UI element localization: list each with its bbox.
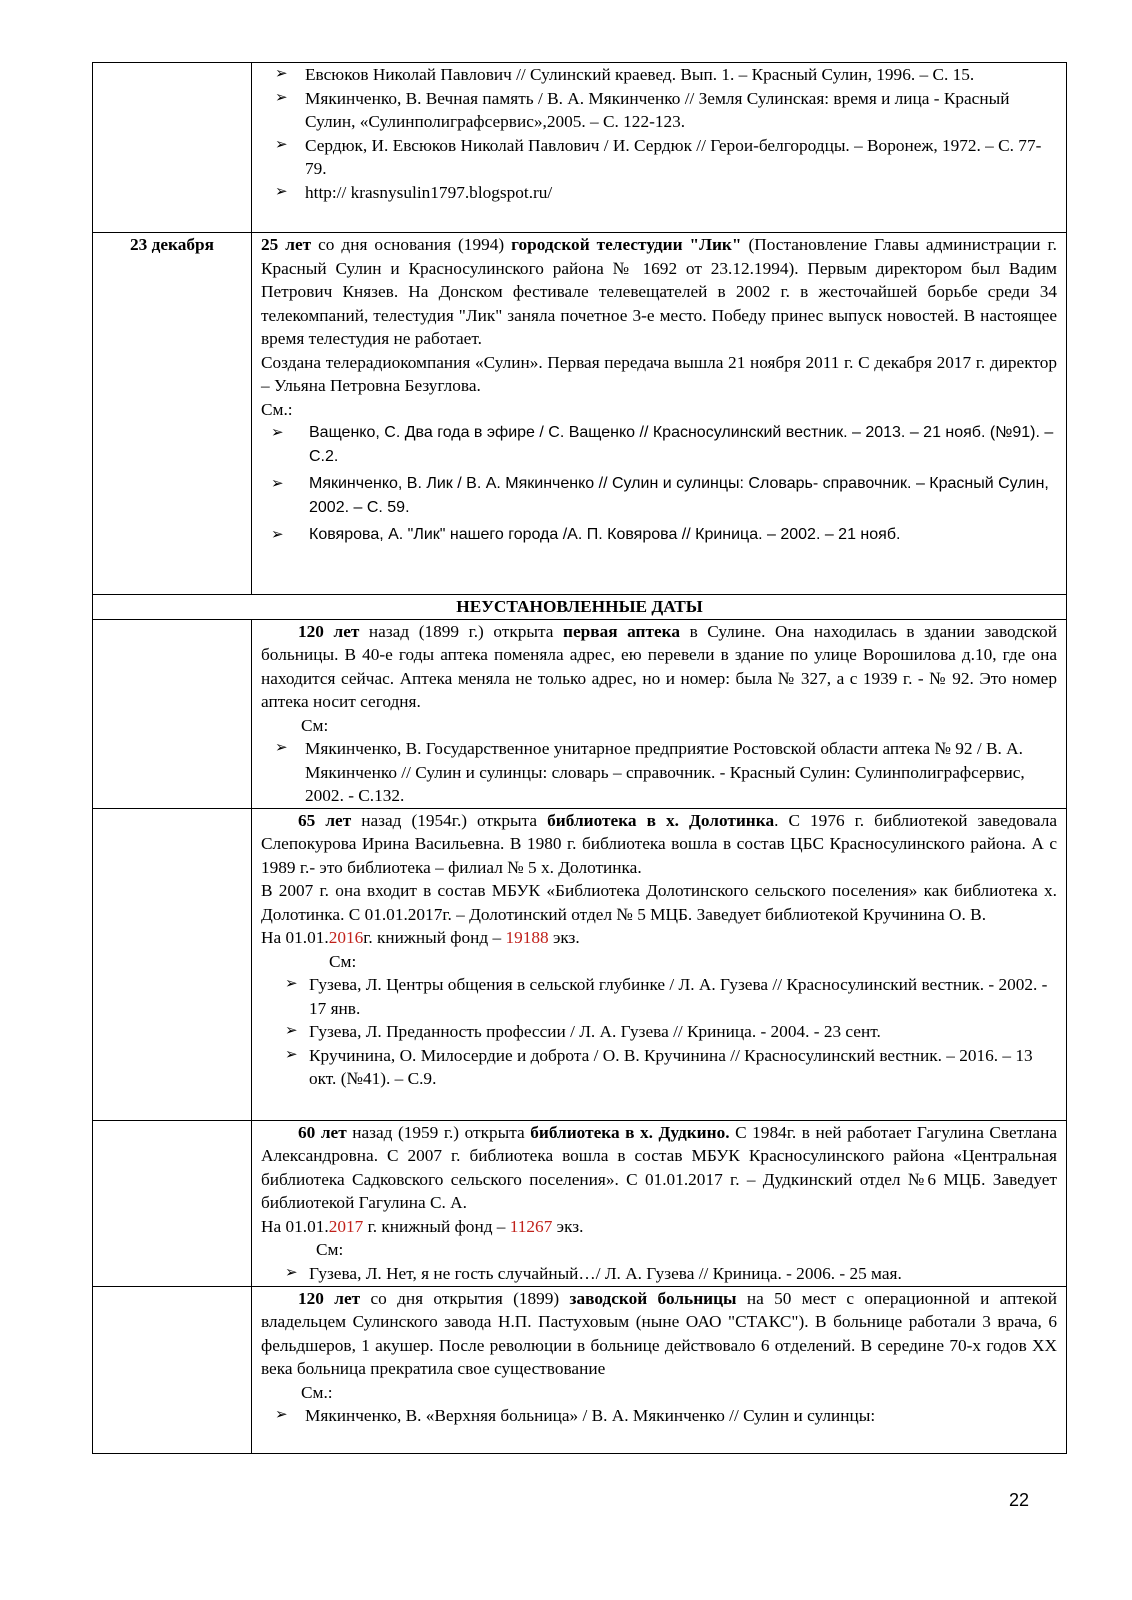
reference-list [261, 973, 1057, 1091]
content-cell [252, 1120, 1067, 1286]
table-row [93, 63, 1067, 233]
list-item: ➢ Ковярова, А. "Лик" нашего города /А. П. Ковярова // Криница. – 2002. – 21 нояб. [309, 523, 1057, 547]
date-cell [93, 63, 252, 233]
arrow-bullet-icon: ➢ [275, 89, 288, 106]
content-cell [252, 808, 1067, 1120]
list-item: ➢ Гузева, Л. Преданность профессии / Л. А. Гузева // Криница. - 2004. - 23 сент. [309, 1020, 1057, 1044]
reference-list [261, 737, 1057, 808]
date-cell [93, 808, 252, 1120]
list-item: ➢ Кручинина, О. Милосердие и доброта / О. В. Кручинина // Красносулинский вестник. – 2016. – 13 окт. (№41). – С.9. [285, 1045, 1033, 1088]
content-cell [252, 1286, 1067, 1453]
calendar-table [92, 62, 1067, 1454]
fund-line: На 01.01.2017 г. книжный фонд – 11267 экз. [261, 1216, 584, 1236]
reference-list [261, 421, 1057, 547]
entry-text: 120 лет со дня открытия (1899) заводской больницы на 50 мест с операционной и аптекой владельцем Сулинского завода Н.П. Пастуховым (ныне ОАО "СТАКС"). В больнице работали 3 врача, 6 фельдшеров, 1 акушер. После революции в больнице действовало 6 отделений. В середине 70-х годов XX века больница прекратила свое существование [261, 1288, 1057, 1378]
see-label: См.: [301, 1382, 333, 1402]
table-row [93, 619, 1067, 808]
arrow-bullet-icon: ➢ [285, 976, 298, 992]
fund-line: На 01.01.2016г. книжный фонд – 19188 экз. [261, 928, 580, 947]
list-item: ➢ Мякинченко, В. Вечная память / В. А. Мякинченко // Земля Сулинская: время и лица - Красный Сулин, «Сулинполиграфсервис»,2005. – С. 122-123. [275, 88, 1010, 131]
section-header: НЕУСТАНОВЛЕННЫЕ ДАТЫ [93, 595, 1067, 620]
content-cell [252, 63, 1067, 233]
entry-text: 65 лет назад (1954г.) открыта библиотека в х. Долотинка. С 1976 г. библиотекой заведовала Слепокурова Ирина Васильевна. В 1980 г. библиотека вошла в состав ЦБС Красносулинского района. А с 1989 г.- это библиотека – филиал № 5 х. Долотинка. [261, 810, 1057, 877]
list-item: ➢ Мякинченко, В. «Верхняя больница» / В. А. Мякинченко // Сулин и сулинцы: [305, 1404, 1057, 1428]
arrow-bullet-icon: ➢ [275, 66, 288, 82]
arrow-bullet-icon: ➢ [271, 424, 284, 441]
page-number: 22 [1009, 1490, 1030, 1510]
entry-text: 120 лет назад (1899 г.) открыта первая аптека в Сулине. Она находилась в здании заводской больницы. В 40-е годы аптека поменяла адрес, ею перевели в здание по улице Ворошилова д.10, где она находится сейчас. Аптека меняла не только адрес, но и номер: была № 327, а с 1939 г. - № 92. Это номер аптека носит сегодня. [261, 621, 1057, 711]
reference-list [261, 1262, 1057, 1286]
arrow-bullet-icon: ➢ [285, 1046, 298, 1063]
entry-text: 60 лет назад (1959 г.) открыта библиотека в х. Дудкино. С 1984г. в ней работает Гагулина Светлана Александровна. С 2007 г. библиотека вошла в состав МБУК Красносулинского района «Центральная библиотека Садковского сельского поселения». С 01.01.2017 г. – Дудкинский отдел №6 МЦБ. Заведует библиотекой Гагулина С. А. [261, 1122, 1057, 1212]
list-item: ➢ Ващенко, С. Два года в эфире / С. Ващенко // Красносулинский вестник. – 2013. – 21 нояб. (№91). – С.2. [309, 421, 1057, 468]
table-row [93, 1120, 1067, 1286]
date-cell [93, 619, 252, 808]
arrow-bullet-icon: ➢ [285, 1023, 298, 1039]
entry-text: 25 лет со дня основания (1994) городской телестудии "Лик" (Постановление Главы администрации г. Красный Сулин и Красносулинского района № 1692 от 23.12.1994). Первым директором был Вадим Петрович Князев. На Донском фестивале телевещателей в 2002 г. в жесточайшей борьбе среди 34 телекомпаний, телестудия "Лик" заняла почетное 3-е место. Победу принес выпуск новостей. В настоящее время телестудия не работает. [261, 235, 1057, 348]
list-item: ➢ Евсюков Николай Павлович // Сулинский краевед. Вып. 1. – Красный Сулин, 1996. – С. 15. [305, 63, 1057, 87]
see-label: См: [316, 1240, 344, 1259]
arrow-bullet-icon: ➢ [285, 1264, 298, 1281]
table-row [93, 808, 1067, 1120]
list-item: ➢ Мякинченко, В. Лик / В. А. Мякинченко // Сулин и сулинцы: Словарь- справочник. – Красный Сулин, 2002. – С. 59. [309, 472, 1057, 519]
entry-text: Создана телерадиокомпания «Сулин». Первая передача вышла 21 ноября 2011 г. С декабря 2017 г. директор – Ульяна Петровна Безуглова. [261, 352, 1057, 395]
date-cell [93, 1286, 252, 1453]
reference-list [261, 63, 1057, 204]
content-cell [252, 233, 1067, 595]
list-item: ➢ Гузева, Л. Центры общения в сельской глубинке / Л. А. Гузева // Красносулинский вестник. - 2002. - 17 янв. [285, 975, 1048, 1018]
list-item: ➢ Мякинченко, В. Государственное унитарное предприятие Ростовской области аптека № 92 / В. А. Мякинченко // Сулин и сулинцы: словарь – справочник. - Красный Сулин: Сулинполиграфсервис, 2002. - С.132. [275, 739, 1025, 805]
list-item: ➢ Гузева, Л. Нет, я не гость случайный…/ Л. А. Гузева // Криница. - 2006. - 25 мая. [309, 1262, 1057, 1286]
see-label: См: [329, 951, 357, 971]
arrow-bullet-icon: ➢ [271, 526, 284, 543]
arrow-bullet-icon: ➢ [275, 1407, 288, 1423]
list-item: ➢ Сердюк, И. Евсюков Николай Павлович / И. Сердюк // Герои-белгородцы. – Воронеж, 1972. – С. 77-79. [275, 135, 1042, 178]
arrow-bullet-icon: ➢ [275, 136, 288, 153]
content-cell [252, 619, 1067, 808]
list-item[interactable] [275, 181, 1057, 205]
date-cell: 23 декабря [93, 233, 252, 595]
table-row [93, 595, 1067, 620]
see-label: См: [301, 715, 329, 735]
see-label: См.: [261, 399, 293, 419]
entry-text: В 2007 г. она входит в состав МБУК «Библиотека Долотинского сельского поселения» как библиотека х. Долотинка. С 01.01.2017г. – Долотинский отдел № 5 МЦБ. Заведует библиотекой Кручинина О. В. [261, 881, 1057, 924]
table-row [93, 233, 1067, 595]
arrow-bullet-icon: ➢ [275, 740, 288, 756]
table-row [93, 1286, 1067, 1453]
reference-list [261, 1404, 1057, 1428]
arrow-bullet-icon: ➢ [275, 183, 288, 200]
blog-link[interactable]: http:// krasnysulin1797.blogspot.ru/ [305, 182, 553, 202]
date-cell [93, 1120, 252, 1286]
arrow-bullet-icon: ➢ [271, 475, 284, 492]
